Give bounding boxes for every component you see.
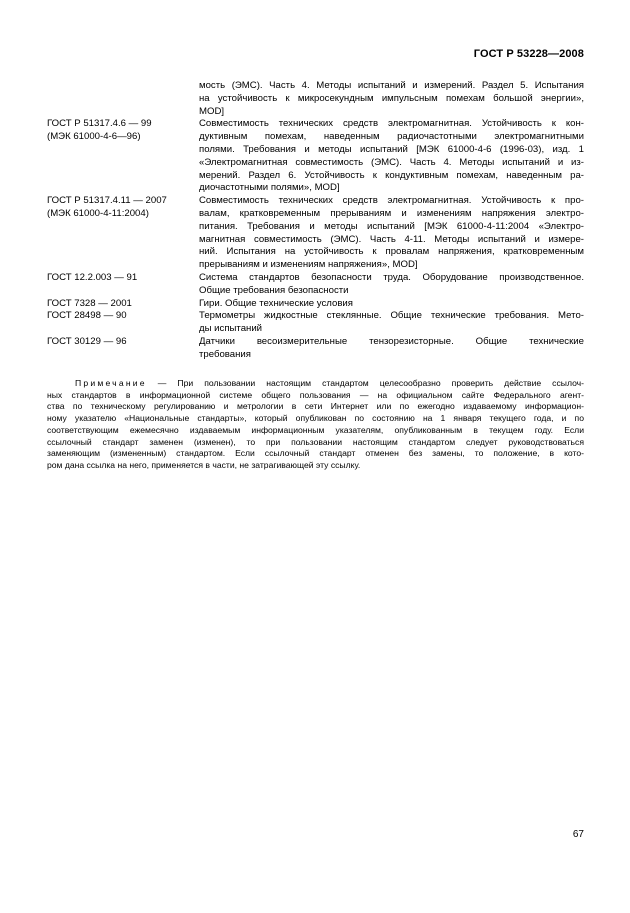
reference-description-line: требования — [199, 348, 251, 360]
note-line: ному указателю «Национальные стандарты», который опубликован по состоянию на 1 января текущего года, и по — [47, 413, 584, 424]
reference-row — [47, 298, 584, 311]
reference-description-line: Датчики весоизмерительные тензорезисторные. Общие технические — [199, 335, 584, 347]
reference-description-line: дуктивным помехам, наведенным радиочастотными электромагнитными — [199, 131, 584, 143]
reference-code — [47, 80, 199, 118]
reference-note — [47, 378, 584, 472]
reference-code-line: ГОСТ Р 51317.4.6 — 99 — [47, 118, 152, 130]
reference-description — [199, 118, 584, 195]
reference-description-line: «Электромагнитная совместимость (ЭМС). Часть 4. Методы испытаний и из- — [199, 156, 584, 168]
reference-code — [47, 118, 199, 195]
reference-description-line: диочастотными полями», MOD] — [199, 182, 340, 194]
reference-description — [199, 195, 584, 272]
note-line: соответствующим ежемесячно издаваемым информационным указателям, опубликованным в текущем году. Если — [47, 424, 584, 435]
note-line — [47, 378, 584, 390]
normative-references-list — [47, 80, 584, 362]
reference-code-line: (МЭК 61000-4-6—96) — [47, 131, 141, 143]
reference-description-line: ний. Испытания на устойчивость к провалам напряжения, кратковременным — [199, 246, 584, 258]
reference-code-line: ГОСТ 12.2.003 — 91 — [47, 271, 138, 283]
reference-code-line: ГОСТ 28498 — 90 — [47, 310, 127, 322]
reference-row — [47, 336, 584, 362]
reference-code — [47, 336, 199, 362]
reference-code-line: ГОСТ 7328 — 2001 — [47, 297, 132, 309]
reference-description-line: ды испытаний — [199, 323, 263, 335]
reference-code-line: ГОСТ Р 51317.4.11 — 2007 — [47, 195, 167, 207]
reference-description-line: Система стандартов безопасности труда. Оборудование производственное. — [199, 271, 584, 283]
note-label: Примечание — [75, 378, 147, 388]
reference-row — [47, 310, 584, 336]
reference-row — [47, 118, 584, 195]
reference-description-line: прерываниям и изменениям напряжения», MOD] — [199, 259, 418, 271]
reference-description-line: Термометры жидкостные стеклянные. Общие технические требования. Мето- — [199, 310, 584, 322]
reference-code — [47, 195, 199, 272]
note-line: ссылочный стандарт заменен (изменен), то при пользовании настоящим стандартом следует руководствоваться — [47, 436, 584, 447]
note-line: заменяющим (измененным) стандартом. Если ссылочный стандарт отменен без замены, то положение, в кото- — [47, 448, 584, 459]
reference-description-line: мость (ЭМС). Часть 4. Методы испытаний и измерений. Раздел 5. Испытания — [199, 80, 584, 91]
document-header: ГОСТ Р 53228—2008 — [473, 48, 584, 60]
reference-description-line: магнитная совместимость (ЭМС). Часть 4-11. Методы испытаний и измере- — [199, 233, 584, 245]
reference-description-line: Совместимость технических средств электромагнитная. Устойчивость к про- — [199, 195, 584, 207]
reference-code-line: ГОСТ 30129 — 96 — [47, 335, 127, 347]
reference-description — [199, 336, 584, 362]
reference-description-line: питания. Требования и методы испытаний [МЭК 61000-4-11:2004 «Электро- — [199, 220, 584, 232]
reference-row — [47, 195, 584, 272]
reference-code — [47, 310, 199, 336]
reference-code-line: (МЭК 61000-4-11:2004) — [47, 207, 149, 219]
note-line: ства по техническому регулированию и метрологии в сети Интернет или по ежегодно издаваемому информацион- — [47, 401, 584, 412]
note-line: ных стандартов в информационной системе общего пользования — на официальном сайте Федерального агент- — [47, 389, 584, 400]
reference-description-line: Совместимость технических средств электромагнитная. Устойчивость к кон- — [199, 118, 584, 130]
reference-description — [199, 80, 584, 118]
reference-description-line: полями. Требования и методы испытаний [МЭК 61000-4-6 (1996-03), изд. 1 — [199, 143, 584, 155]
reference-description-line: MOD] — [199, 105, 225, 117]
reference-description-line: Общие требования безопасности — [199, 284, 349, 296]
reference-description-line: на устойчивость к микросекундным импульсным помехам большой энергии», — [199, 92, 584, 104]
reference-description-line: мерений. Раздел 6. Устойчивость к кондуктивным помехам, наведенным ра- — [199, 169, 584, 181]
reference-row — [47, 272, 584, 298]
reference-description — [199, 298, 584, 311]
reference-code — [47, 272, 199, 298]
reference-description — [199, 310, 584, 336]
reference-code — [47, 298, 199, 311]
reference-description — [199, 272, 584, 298]
page-number: 67 — [572, 829, 584, 840]
note-text: — При пользовании настоящим стандартом целесообразно проверить действие ссылоч- — [157, 378, 584, 388]
reference-description-line: валам, кратковременным прерываниям и изменениям напряжения электро- — [199, 207, 584, 219]
reference-row — [47, 80, 584, 118]
reference-description-line: Гири. Общие технические условия — [199, 297, 353, 309]
note-line: ром дана ссылка на него, применяется в части, не затрагивающей эту ссылку. — [47, 459, 361, 470]
